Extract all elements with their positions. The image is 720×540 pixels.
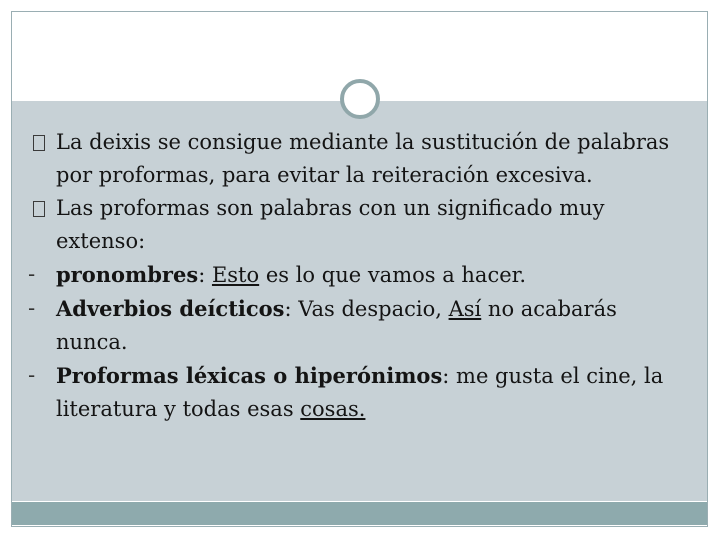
bullet-text: La deixis se consigue mediante la sustitución de palabras por proformas, para evitar la reiteración excesiva. [56,130,670,187]
example-text: me gusta el cine, la literatura y todas esas [56,364,664,421]
dash-item [30,292,690,359]
term: Adverbios deícticos [56,296,285,321]
bullet-text: Las proformas son palabras con un significado muy extenso: [56,196,605,253]
bullet-item [30,192,690,258]
box-bullet-icon [30,192,56,225]
example-underlined: cosas. [300,397,366,421]
dash-item [30,359,690,426]
box-bullet-icon [30,126,56,159]
dash-marker: - [28,262,36,286]
separator: : [198,263,212,287]
dash-marker: - [28,296,36,320]
term: pronombres [56,262,199,287]
separator: : [284,297,299,321]
decorative-circle [340,79,380,119]
footer-bar [12,502,707,525]
bullet-item [30,126,690,192]
bullet-list [30,126,690,426]
separator: : [442,364,457,388]
example-text: es lo que vamos a hacer. [259,263,527,287]
example-underlined: Esto [211,263,260,287]
example-text: no acabarás nunca. [56,297,617,354]
term: Proformas léxicas o hiperónimos [56,363,443,388]
example-text: Vas despacio, [298,297,449,321]
dash-marker: - [28,363,36,387]
dash-item [30,258,690,292]
example-underlined: Así [448,297,482,321]
